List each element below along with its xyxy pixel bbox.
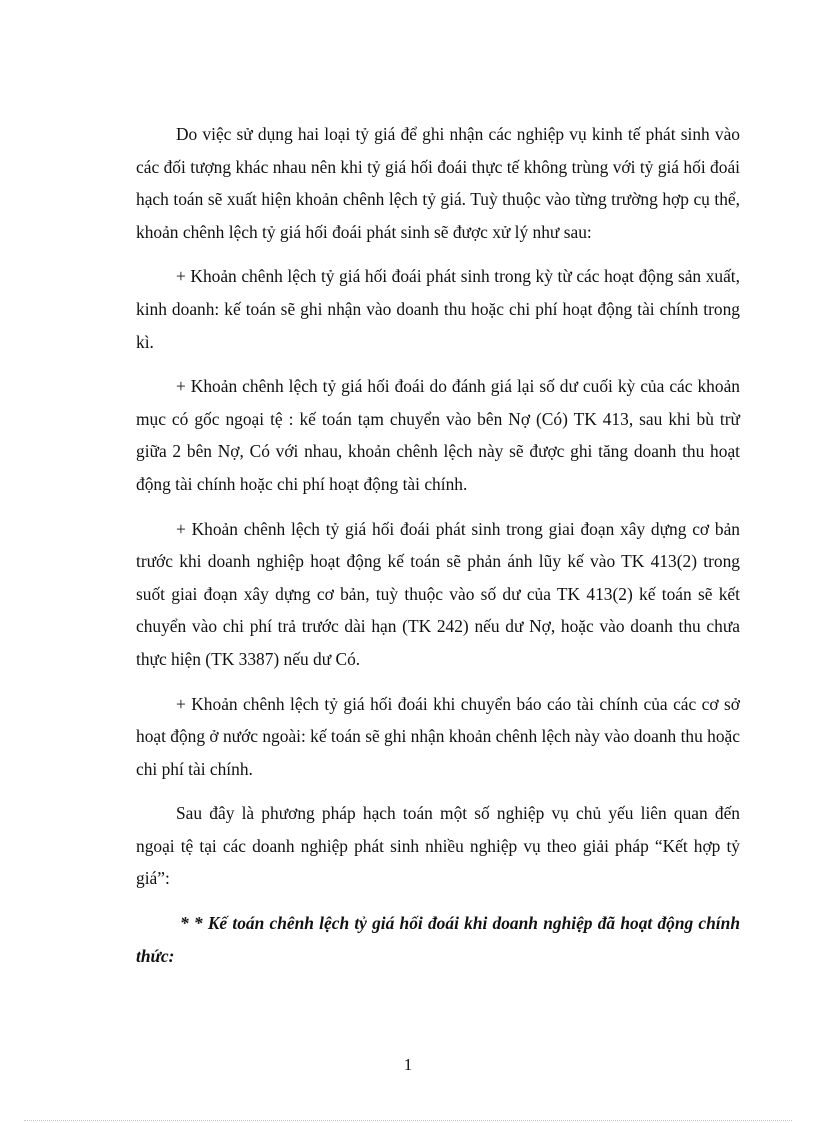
page-body	[136, 118, 740, 972]
list-item-construction-phase: + Khoản chênh lệch tỷ giá hối đoái phát sinh trong giai đoạn xây dựng cơ bản trước khi doanh nghiệp hoạt động kế toán sẽ phản ánh lũy kế vào TK 413(2) trong suốt giai đoạn xây dựng cơ bản, tuỳ thuộc vào số dư của TK 413(2) kế toán sẽ kết chuyển vào chi phí trả trước dài hạn (TK 242) nếu dư Nợ, hoặc vào doanh thu chưa thực hiện (TK 3387) nếu dư Có.	[136, 518, 740, 669]
list-item-foreign-operations: + Khoản chênh lệch tỷ giá hối đoái khi chuyển báo cáo tài chính của các cơ sở hoạt động ở nước ngoài: kế toán sẽ ghi nhận khoản chênh lệch này vào doanh thu hoặc chi phí tài chính.	[136, 693, 740, 779]
method-intro-paragraph: Sau đây là phương pháp hạch toán một số nghiệp vụ chủ yếu liên quan đến ngoại tệ tại các doanh nghiệp phát sinh nhiều nghiệp vụ theo giải pháp “Kết hợp tỷ giá”:	[136, 803, 740, 889]
page-number: 1	[403, 1055, 413, 1074]
section-heading: * * Kế toán chênh lệch tỷ giá hối đoái khi doanh nghiệp đã hoạt động chính thức:	[136, 913, 740, 966]
intro-paragraph: Do việc sử dụng hai loại tỷ giá để ghi nhận các nghiệp vụ kinh tế phát sinh vào các đối tượng khác nhau nên khi tỷ giá hối đoái thực tế không trùng với tỷ giá hối đoái hạch toán sẽ xuất hiện khoản chênh lệch tỷ giá. Tuỳ thuộc vào từng trường hợp cụ thể, khoản chênh lệch tỷ giá hối đoái phát sinh sẽ được xử lý như sau:	[136, 124, 740, 242]
list-item-business-activities: + Khoản chênh lệch tỷ giá hối đoái phát sinh trong kỳ từ các hoạt động sản xuất, kinh doanh: kế toán sẽ ghi nhận vào doanh thu hoặc chi phí hoạt động tài chính trong kì.	[136, 266, 740, 352]
page-bottom-divider	[24, 1120, 792, 1121]
list-item-year-end-revaluation: + Khoản chênh lệch tỷ giá hối đoái do đánh giá lại số dư cuối kỳ của các khoản mục có gốc ngoại tệ : kế toán tạm chuyển vào bên Nợ (Có) TK 413, sau khi bù trừ giữa 2 bên Nợ, Có với nhau, khoản chênh lệch này sẽ được ghi tăng doanh thu hoạt động tài chính hoặc chi phí hoạt động tài chính.	[136, 376, 740, 494]
